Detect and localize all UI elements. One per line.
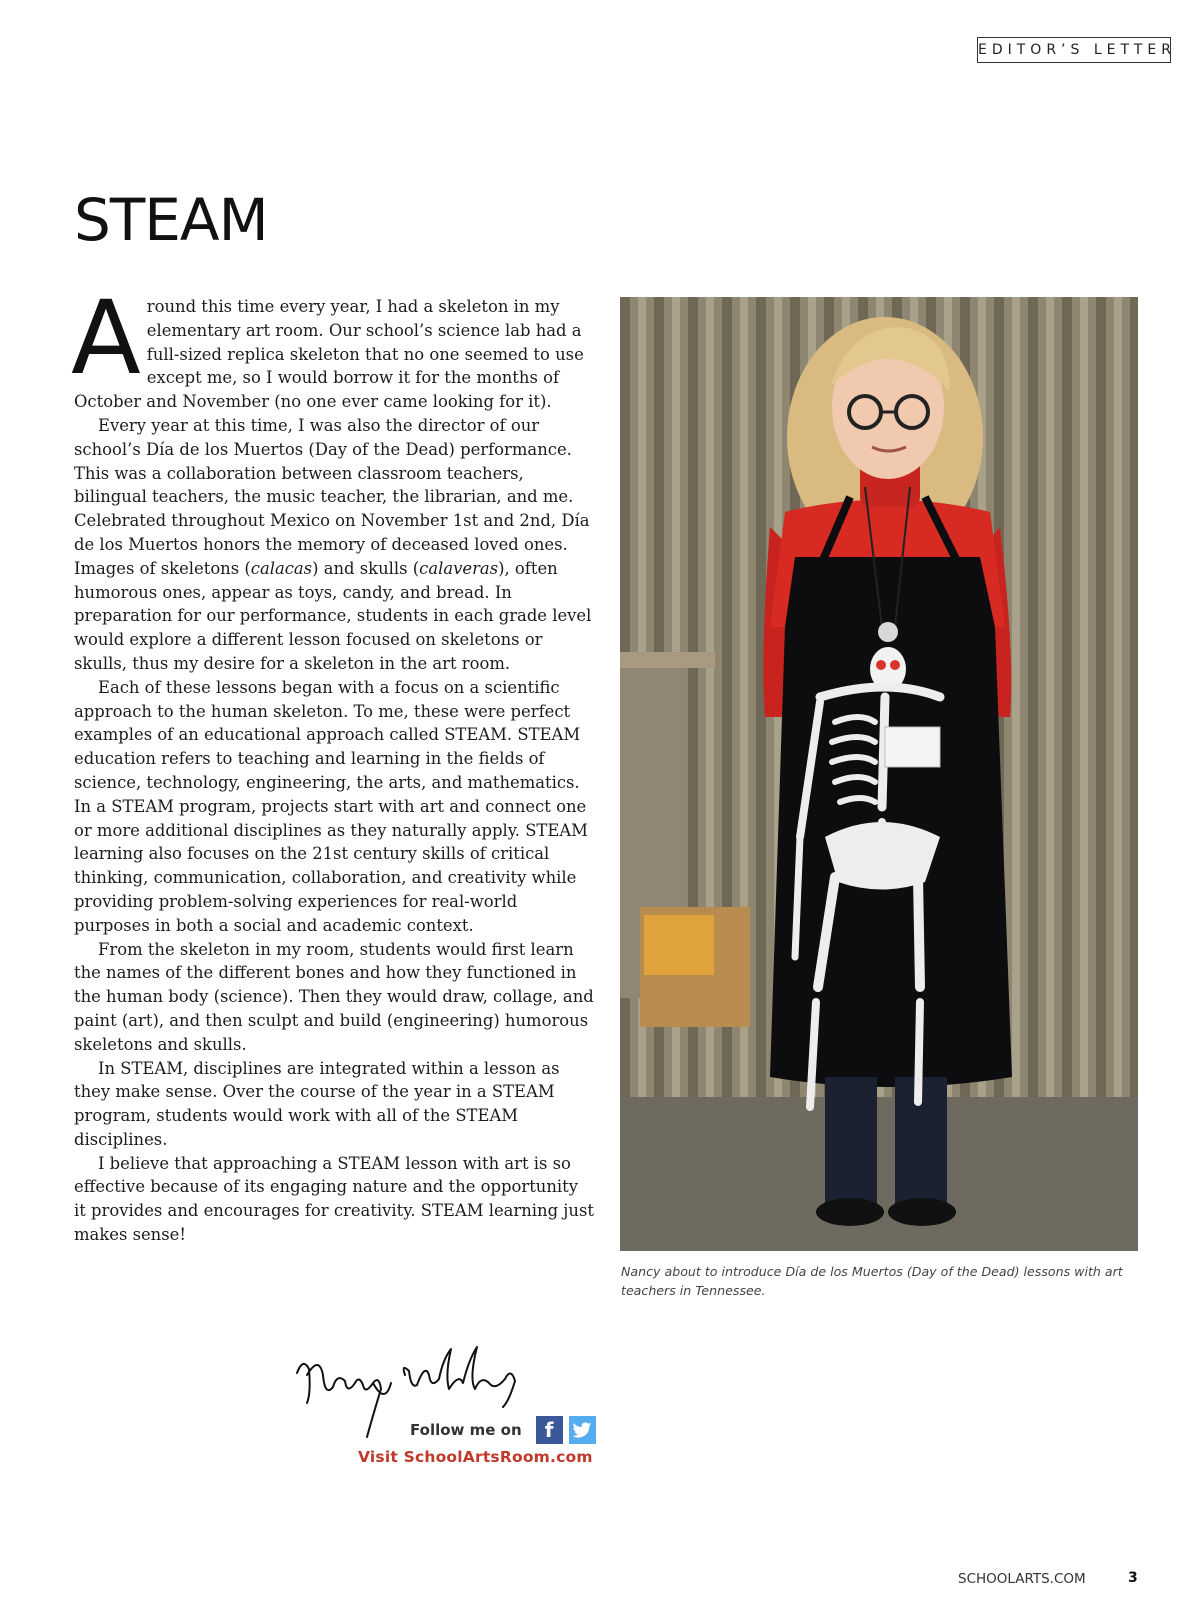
paragraph-2: Every year at this time, I was also the director of our school’s Día de los Muertos (Day of the Dead) performance. This was a collaboration between classroom teachers, bilingual teachers, the music teacher, the librarian, and me. Celebrated throughout Mexico on November 1st and 2nd, Día de los Muertos honors the memory of deceased loved ones. Images of skeletons (calacas) and skulls (calaveras), often humorous ones, appear as toys, candy, and bread. In preparation for our performance, students in each grade level would explore a different lesson focused on skeletons or skulls, thus my desire for a skeleton in the art room.: [74, 415, 592, 673]
term-calaveras: calaveras: [419, 558, 499, 578]
paragraph-6: I believe that approaching a STEAM lesson with art is so effective because of its engaging nature and the opportunity it provides and encourages for creativity. STEAM learning just makes sense!: [74, 1153, 594, 1245]
page-number: 3: [1128, 1570, 1138, 1586]
paragraph-3: Each of these lessons began with a focus on a scientific approach to the human skeleton. To me, these were perfect examples of an educational approach called STEAM. STEAM education refers to teaching and learning in the fields of science, technology, engineering, the arts, and mathematics. In a STEAM program, projects start with art and connect one or more additional disciplines as they naturally apply. STEAM learning also focuses on the 21st century skills of critical thinking, communication, collaboration, and creativity while providing problem-solving experiences for real-world purposes in both a social and academic context.: [74, 677, 588, 935]
paragraph-5: In STEAM, disciplines are integrated within a lesson as they make sense. Over the course of the year in a STEAM program, students would work with all of the STEAM disciplines.: [74, 1058, 560, 1149]
paragraph-4: From the skeleton in my room, students would first learn the names of the different bones and how they functioned in the human body (science). Then they would draw, collage, and paint (art), and then sculpt and build (engineering) humorous skeletons and skulls.: [74, 939, 594, 1054]
twitter-bird-icon[interactable]: [569, 1416, 596, 1444]
footer-site: SCHOOLARTS.COM: [958, 1571, 1086, 1587]
visit-site-link[interactable]: Visit SchoolArtsRoom.com: [358, 1448, 593, 1466]
article-photo: [620, 297, 1138, 1251]
article-body: [71, 279, 594, 1247]
follow-label: Follow me on: [410, 1421, 522, 1439]
follow-row: [410, 1416, 602, 1444]
paragraph-1: Around this time every year, I had a skeleton in my elementary art room. Our school’s science lab had a full-sized replica skeleton that no one seemed to use except me, so I would borrow it for the months of October and November (no one ever came looking for it).: [71, 279, 584, 412]
section-label: EDITOR’S LETTER: [977, 37, 1171, 63]
term-calacas: calacas: [250, 558, 313, 578]
facebook-icon[interactable]: f: [536, 1416, 563, 1444]
twitter-bird-icon: [572, 1422, 592, 1439]
photo-caption: Nancy about to introduce Día de los Muertos (Day of the Dead) lessons with art teachers in Tennessee.: [621, 1264, 1123, 1298]
drop-cap: A: [71, 279, 141, 398]
page-title: STEAM: [74, 186, 268, 254]
photo-illustration: [620, 297, 1138, 1251]
